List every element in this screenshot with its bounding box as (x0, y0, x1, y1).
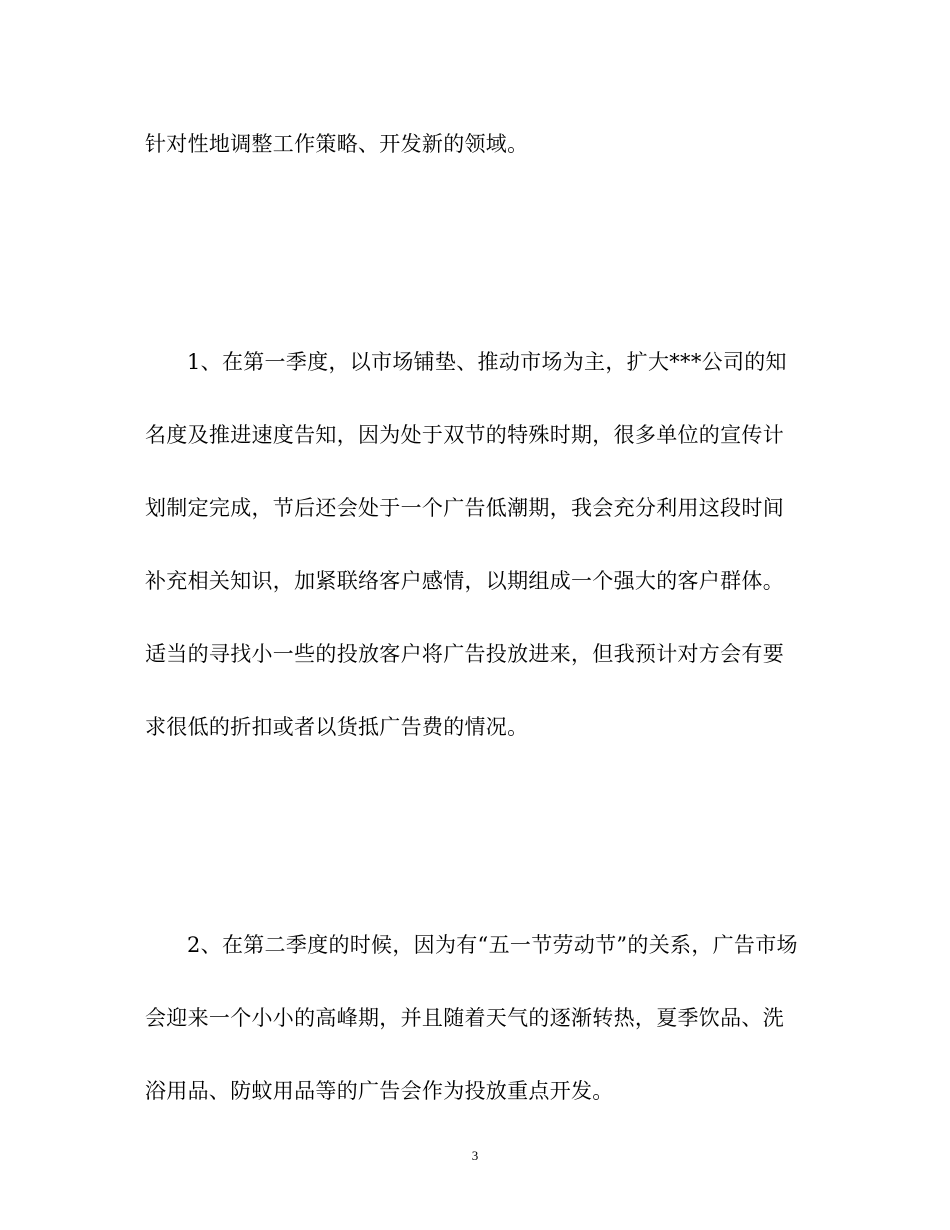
paragraph-line: 2、在第二季度的时候，因为有“五一节劳动节”的关系，广告市场 (187, 933, 798, 957)
paragraph-line: 适当的寻找小一些的投放客户将广告投放进来，但我预计对方会有要 (145, 642, 784, 666)
paragraph-line: 名度及推进速度告知，因为处于双节的特殊时期，很多单位的宣传计 (145, 423, 784, 447)
page-number: 3 (471, 1148, 479, 1163)
paragraph-line: 求很低的折扣或者以货抵广告费的情况。 (145, 715, 529, 739)
paragraph-line: 划制定完成，节后还会处于一个广告低潮期，我会充分利用这段时间 (145, 496, 784, 520)
paragraph-line: 浴用品、防蚊用品等的广告会作为投放重点开发。 (145, 1079, 614, 1103)
paragraph-line: 会迎来一个小小的高峰期，并且随着天气的逐渐转热，夏季饮品、洗 (145, 1006, 784, 1030)
paragraph-line: 补充相关知识，加紧联络客户感情，以期组成一个强大的客户群体。 (145, 569, 784, 593)
paragraph-line: 1、在第一季度，以市场铺垫、推动市场为主，扩大***公司的知 (187, 350, 787, 374)
paragraph-line: 针对性地调整工作策略、开发新的领域。 (145, 132, 529, 156)
